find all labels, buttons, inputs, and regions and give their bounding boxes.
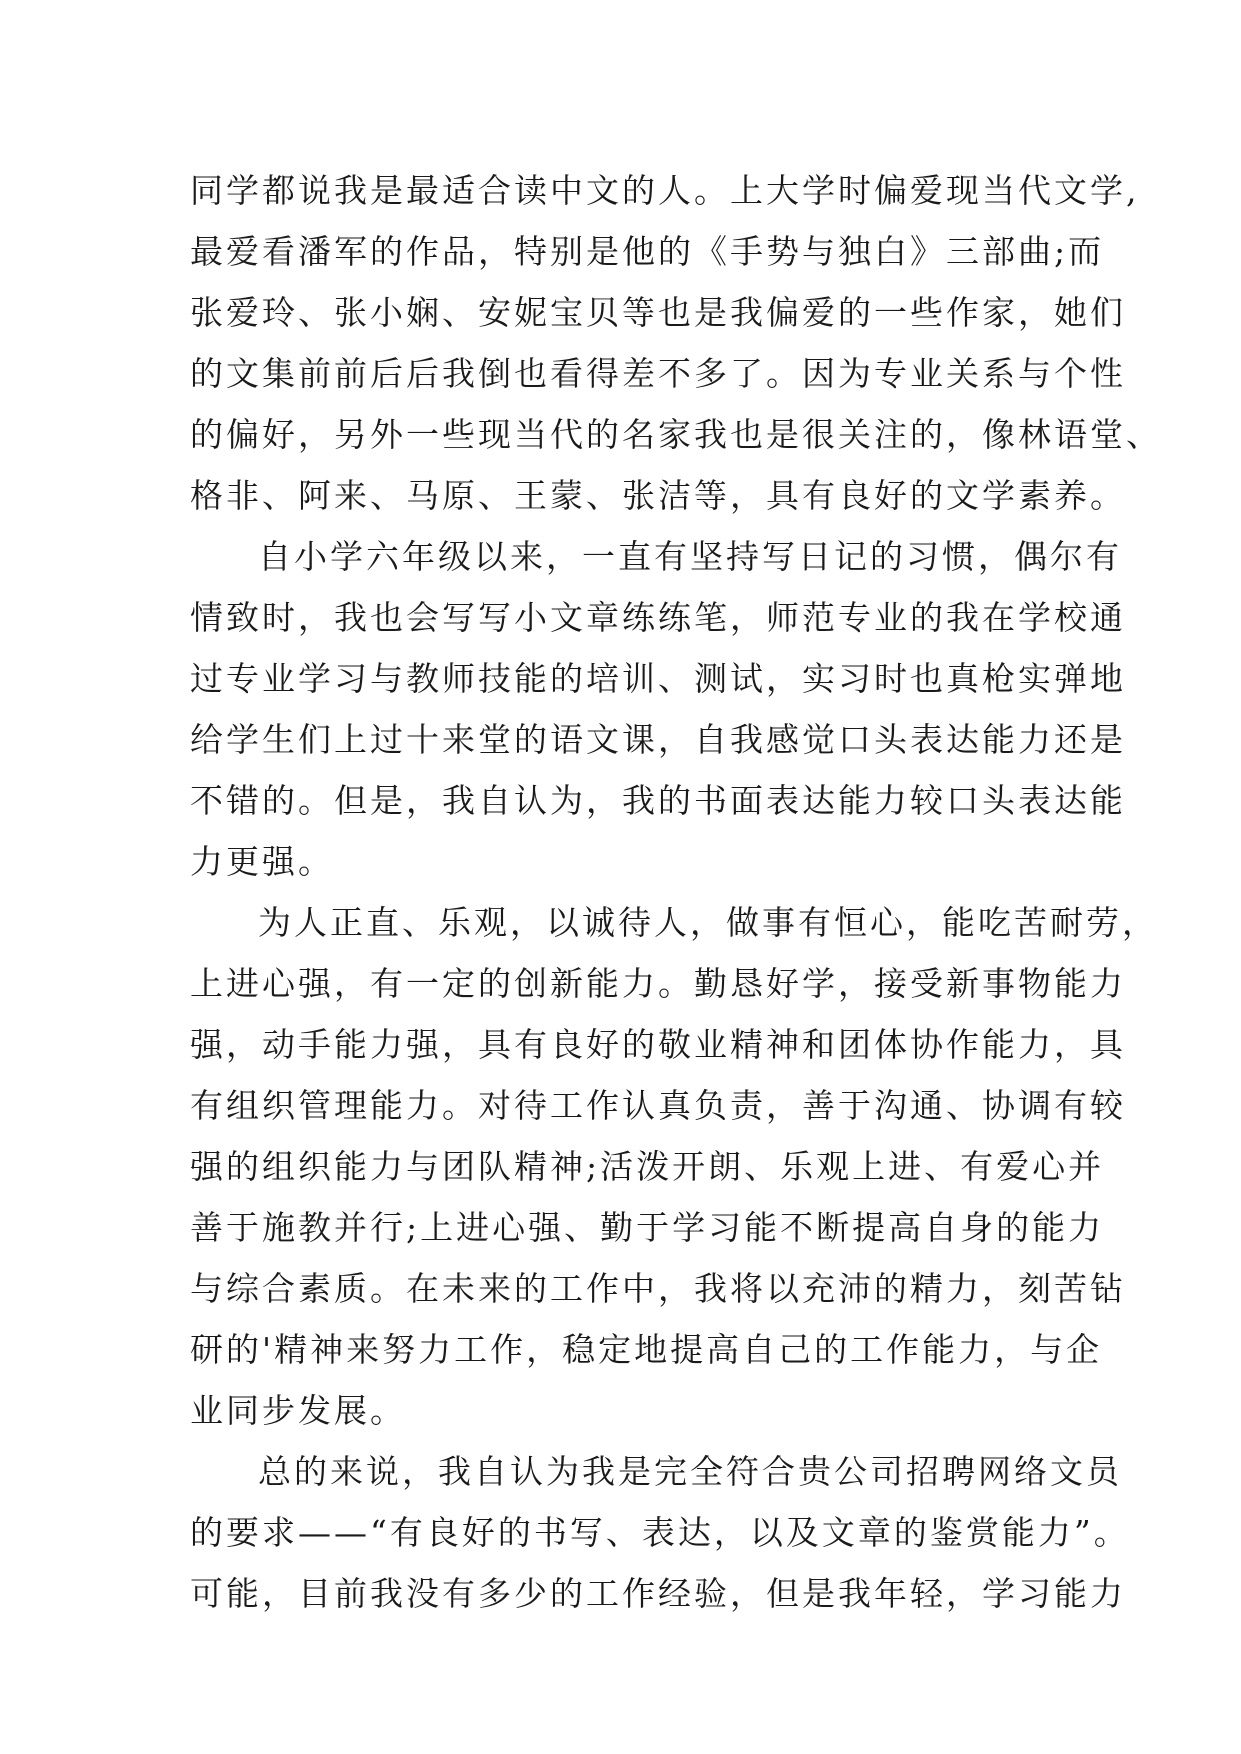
text-line: 与综合素质。在未来的工作中，我将以充沛的精力，刻苦钻 <box>190 1269 1126 1308</box>
text-line: 张爱玲、张小娴、安妮宝贝等也是我偏爱的一些作家，她们 <box>190 293 1126 332</box>
paragraph <box>190 160 1162 526</box>
document-body <box>190 160 1162 1624</box>
text-line: 力更强。 <box>190 842 334 881</box>
text-line: 为人正直、乐观，以诚待人，做事有恒心，能吃苦耐劳， <box>258 903 1158 942</box>
text-line: 善于施教并行;上进心强、勤于学习能不断提高自身的能力 <box>190 1208 1105 1247</box>
text-line: 强的组织能力与团队精神;活泼开朗、乐观上进、有爱心并 <box>190 1147 1105 1186</box>
text-line: 的文集前前后后我倒也看得差不多了。因为专业关系与个性 <box>190 354 1126 393</box>
text-line: 强，动手能力强，具有良好的敬业精神和团体协作能力，具 <box>190 1025 1126 1064</box>
text-line: 情致时，我也会写写小文章练练笔，师范专业的我在学校通 <box>190 598 1126 637</box>
text-line: 有组织管理能力。对待工作认真负责，善于沟通、协调有较 <box>190 1086 1126 1125</box>
text-line: 的要求——“有良好的书写、表达，以及文章的鉴赏能力”。 <box>190 1513 1130 1552</box>
text-line: 可能，目前我没有多少的工作经验，但是我年轻，学习能力 <box>190 1574 1126 1613</box>
text-line: 最爱看潘军的作品，特别是他的《手势与独白》三部曲;而 <box>190 232 1105 271</box>
text-line: 总的来说，我自认为我是完全符合贵公司招聘网络文员 <box>258 1452 1122 1491</box>
text-line: 研的'精神来努力工作，稳定地提高自己的工作能力，与企 <box>190 1330 1103 1369</box>
text-line: 给学生们上过十来堂的语文课，自我感觉口头表达能力还是 <box>190 720 1126 759</box>
text-line: 自小学六年级以来，一直有坚持写日记的习惯，偶尔有 <box>258 537 1122 576</box>
paragraph <box>190 526 1126 892</box>
text-line: 同学都说我是最适合读中文的人。上大学时偏爱现当代文学, <box>190 171 1140 210</box>
text-line: 业同步发展。 <box>190 1391 406 1430</box>
text-line: 的偏好，另外一些现当代的名家我也是很关注的，像林语堂、 <box>190 415 1162 454</box>
paragraph <box>190 892 1158 1441</box>
paragraph <box>190 1441 1130 1624</box>
text-line: 不错的。但是，我自认为，我的书面表达能力较口头表达能 <box>190 781 1126 820</box>
text-line: 上进心强，有一定的创新能力。勤恳好学，接受新事物能力 <box>190 964 1126 1003</box>
text-line: 过专业学习与教师技能的培训、测试，实习时也真枪实弹地 <box>190 659 1126 698</box>
text-line: 格非、阿来、马原、王蒙、张洁等，具有良好的文学素养。 <box>190 476 1126 515</box>
